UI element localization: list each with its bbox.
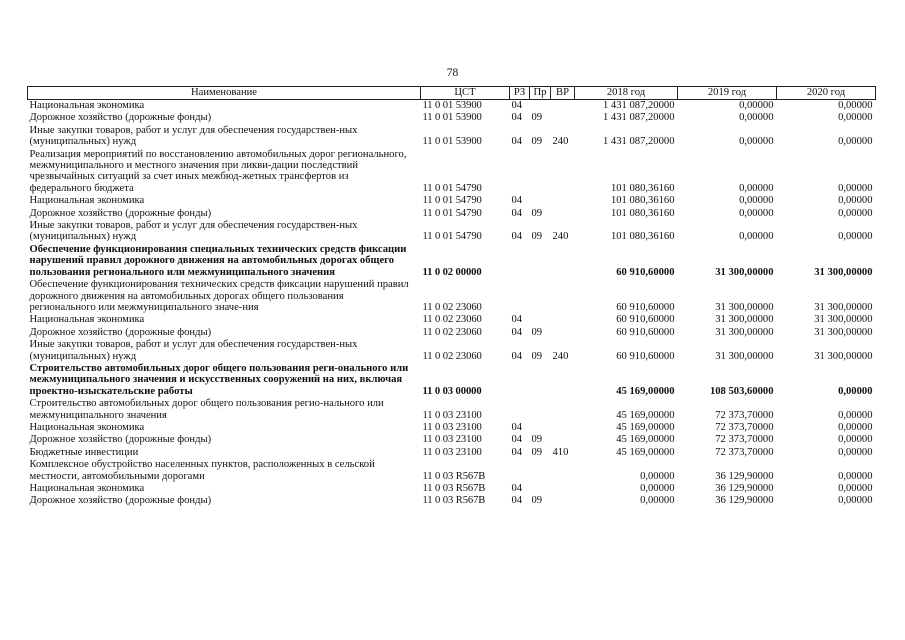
cell-2020: 0,00000 bbox=[838, 100, 873, 111]
cell-rz: 04 bbox=[511, 231, 523, 243]
cell-name: Национальная экономика bbox=[29, 100, 145, 111]
cell-cst: 11 0 03 23100 bbox=[422, 409, 482, 421]
table-row bbox=[28, 459, 876, 483]
cell-rz: 04 bbox=[511, 421, 523, 433]
cell-2018: 60 910,60000 bbox=[616, 301, 675, 313]
cell-rz: 04 bbox=[511, 112, 523, 124]
cell-name: Национальная экономика bbox=[29, 195, 145, 207]
table-body bbox=[28, 100, 876, 508]
cell-vr bbox=[551, 208, 575, 220]
table-row bbox=[28, 100, 876, 113]
cell-2018: 1 431 087,20000 bbox=[602, 100, 675, 111]
table-row bbox=[28, 495, 876, 507]
cell-2020: 0,00000 bbox=[838, 112, 873, 124]
cell-2019: 36 129,90000 bbox=[715, 483, 774, 494]
budget-table bbox=[27, 86, 876, 508]
cell-2020: 0,00000 bbox=[838, 136, 873, 148]
column-header-2020: 2020 год bbox=[777, 87, 876, 100]
cell-2018: 0,00000 bbox=[640, 495, 675, 507]
cell-cst: 11 0 01 54790 bbox=[422, 207, 482, 219]
cell-cst: 11 0 03 23100 bbox=[422, 434, 482, 446]
cell-2018: 0,00000 bbox=[640, 483, 675, 494]
cell-2020: 31 300,00000 bbox=[814, 266, 873, 278]
cell-rz bbox=[510, 149, 530, 196]
cell-2018: 45 169,00000 bbox=[616, 409, 675, 421]
cell-2018: 45 169,00000 bbox=[616, 446, 675, 458]
cell-cst: 11 0 03 23100 bbox=[422, 446, 482, 458]
cell-2019: 36 129,90000 bbox=[715, 495, 774, 507]
cell-cst: 11 0 02 23060 bbox=[422, 314, 482, 326]
cell-pr bbox=[530, 149, 551, 196]
cell-rz: 04 bbox=[511, 434, 523, 446]
cell-2018: 101 080,36160 bbox=[610, 231, 675, 243]
cell-2018: 1 431 087,20000 bbox=[602, 112, 675, 124]
cell-name: Иные закупки товаров, работ и услуг для обеспечения государствен-ных (муниципальных) нужд bbox=[29, 220, 358, 243]
cell-2019: 72 373,70000 bbox=[715, 421, 774, 433]
cell-cst: 11 0 02 23060 bbox=[422, 350, 482, 362]
cell-cst: 11 0 02 23060 bbox=[422, 326, 482, 338]
cell-pr bbox=[530, 195, 551, 207]
table-row bbox=[28, 220, 876, 244]
cell-rz bbox=[510, 459, 530, 483]
column-header-rz: РЗ bbox=[510, 87, 530, 100]
cell-rz: 04 bbox=[511, 100, 523, 111]
cell-cst: 11 0 01 54790 bbox=[422, 231, 482, 243]
cell-2020: 0,00000 bbox=[838, 195, 873, 207]
cell-pr: 09 bbox=[531, 434, 543, 446]
cell-vr bbox=[551, 149, 575, 196]
cell-cst: 11 0 03 23100 bbox=[422, 421, 482, 433]
cell-2020: 31 300,00000 bbox=[814, 301, 873, 313]
cell-2020: 0,00000 bbox=[838, 385, 873, 397]
cell-rz: 04 bbox=[511, 314, 523, 326]
cell-2019: 31 300,00000 bbox=[715, 326, 774, 338]
cell-pr bbox=[530, 279, 551, 314]
cell-cst: 11 0 03 R567B bbox=[422, 483, 486, 494]
column-header-pr: Пр bbox=[530, 87, 551, 100]
cell-2019: 0,00000 bbox=[739, 195, 774, 207]
cell-2019: 31 300,00000 bbox=[715, 301, 774, 313]
cell-2020: 0,00000 bbox=[838, 231, 873, 243]
cell-2018: 45 169,00000 bbox=[616, 434, 675, 446]
column-header-2019: 2019 год bbox=[678, 87, 777, 100]
table-row bbox=[28, 244, 876, 279]
cell-vr bbox=[551, 434, 575, 446]
cell-2020: 31 300,00000 bbox=[814, 350, 873, 362]
cell-name: Национальная экономика bbox=[29, 421, 145, 433]
cell-pr bbox=[530, 314, 551, 326]
cell-2018: 101 080,36160 bbox=[610, 182, 675, 194]
cell-2020: 31 300,00000 bbox=[814, 326, 873, 338]
cell-rz: 04 bbox=[511, 326, 523, 338]
table-row bbox=[28, 363, 876, 398]
cell-pr: 09 bbox=[531, 136, 543, 148]
cell-vr bbox=[551, 279, 575, 314]
cell-vr bbox=[551, 422, 575, 434]
cell-2020: 0,00000 bbox=[838, 483, 873, 494]
column-header-cst: ЦСТ bbox=[421, 87, 510, 100]
cell-2020: 0,00000 bbox=[838, 409, 873, 421]
table-row bbox=[28, 112, 876, 124]
cell-2019: 31 300,00000 bbox=[715, 266, 774, 278]
cell-pr: 09 bbox=[531, 446, 543, 458]
cell-vr bbox=[551, 314, 575, 326]
cell-2020: 0,00000 bbox=[838, 446, 873, 458]
cell-pr bbox=[530, 422, 551, 434]
cell-rz: 04 bbox=[511, 446, 523, 458]
cell-rz bbox=[510, 279, 530, 314]
cell-cst: 11 0 01 53900 bbox=[422, 136, 482, 148]
cell-name: Обеспечение функционирования специальных технических средств фиксации нарушений правил дорожного движения на автомобильных дорогах общего пользования регионального или межмуниципального значения bbox=[29, 243, 407, 278]
cell-rz: 04 bbox=[511, 495, 523, 507]
cell-vr bbox=[551, 363, 575, 398]
cell-name: Национальная экономика bbox=[29, 314, 145, 326]
cell-name: Реализация мероприятий по восстановлению автомобильных дорог регионального, межмуниципального и местного значения при ликви-дации последствий чрезвычайных ситуаций за счет иных межбюд-жетных трансфертов из федерального бюджета bbox=[29, 148, 407, 194]
table-row bbox=[28, 327, 876, 339]
cell-2018: 1 431 087,20000 bbox=[602, 136, 675, 148]
table-row bbox=[28, 398, 876, 422]
cell-rz: 04 bbox=[511, 483, 523, 494]
cell-2019: 0,00000 bbox=[739, 100, 774, 111]
cell-cst: 11 0 01 54790 bbox=[422, 195, 482, 207]
cell-2019: 0,00000 bbox=[739, 207, 774, 219]
cell-pr bbox=[530, 244, 551, 279]
cell-vr bbox=[551, 483, 575, 495]
cell-vr bbox=[551, 459, 575, 483]
cell-rz bbox=[510, 244, 530, 279]
cell-name: Строительство автомобильных дорог общего пользования регио-нального или межмуниципального значения bbox=[29, 398, 384, 421]
cell-cst: 11 0 03 00000 bbox=[422, 385, 482, 397]
cell-name: Национальная экономика bbox=[29, 483, 145, 494]
cell-2019: 108 503,60000 bbox=[709, 385, 774, 397]
cell-name: Дорожное хозяйство (дорожные фонды) bbox=[29, 112, 212, 124]
cell-name: Комплексное обустройство населенных пунктов, расположенных в сельской местности, автомобильными дорогами bbox=[29, 459, 375, 482]
cell-name: Иные закупки товаров, работ и услуг для обеспечения государствен-ных (муниципальных) нужд bbox=[29, 339, 358, 362]
table-row bbox=[28, 314, 876, 326]
cell-pr bbox=[530, 483, 551, 495]
cell-pr: 09 bbox=[531, 326, 543, 338]
cell-2018: 45 169,00000 bbox=[616, 421, 675, 433]
cell-vr: 240 bbox=[552, 136, 569, 148]
table-row bbox=[28, 483, 876, 495]
page-number: 78 bbox=[446, 67, 459, 79]
cell-name: Бюджетные инвестиции bbox=[29, 446, 139, 458]
cell-2020: 0,00000 bbox=[838, 495, 873, 507]
cell-rz: 04 bbox=[511, 207, 523, 219]
cell-rz: 04 bbox=[511, 195, 523, 207]
cell-pr bbox=[530, 363, 551, 398]
table-row bbox=[28, 125, 876, 149]
cell-2018: 0,00000 bbox=[640, 470, 675, 482]
cell-2018: 101 080,36160 bbox=[610, 195, 675, 207]
cell-vr bbox=[551, 495, 575, 507]
cell-rz bbox=[510, 363, 530, 398]
cell-rz bbox=[510, 398, 530, 422]
cell-vr: 410 bbox=[552, 446, 569, 458]
cell-pr: 09 bbox=[531, 207, 543, 219]
cell-2018: 101 080,36160 bbox=[610, 207, 675, 219]
cell-pr bbox=[530, 459, 551, 483]
column-header-name: Наименование bbox=[28, 87, 421, 100]
cell-pr: 09 bbox=[531, 350, 543, 362]
cell-2019: 72 373,70000 bbox=[715, 434, 774, 446]
cell-2018: 45 169,00000 bbox=[616, 385, 675, 397]
cell-vr bbox=[551, 195, 575, 207]
cell-pr: 09 bbox=[531, 495, 543, 507]
cell-vr bbox=[551, 112, 575, 124]
table-row bbox=[28, 279, 876, 314]
cell-name: Дорожное хозяйство (дорожные фонды) bbox=[29, 326, 212, 338]
cell-vr: 240 bbox=[552, 350, 569, 362]
cell-name: Обеспечение функционирования технических средств фиксации нарушений правил дорожного движения на автомобильных дорогах общего пользования регионального или межмуниципального значе-ния bbox=[29, 279, 409, 313]
cell-name: Иные закупки товаров, работ и услуг для обеспечения государствен-ных (муниципальных) нужд bbox=[29, 124, 358, 148]
table-row bbox=[28, 447, 876, 459]
cell-name: Дорожное хозяйство (дорожные фонды) bbox=[29, 434, 212, 446]
cell-2020: 0,00000 bbox=[838, 421, 873, 433]
cell-rz: 04 bbox=[511, 136, 523, 148]
cell-pr: 09 bbox=[531, 231, 543, 243]
cell-cst: 11 0 03 R567B bbox=[422, 470, 486, 482]
cell-2019: 0,00000 bbox=[739, 182, 774, 194]
cell-2019: 0,00000 bbox=[739, 231, 774, 243]
cell-cst: 11 0 01 54790 bbox=[422, 182, 482, 194]
cell-vr: 240 bbox=[552, 231, 569, 243]
cell-name: Дорожное хозяйство (дорожные фонды) bbox=[29, 495, 212, 507]
cell-pr bbox=[530, 398, 551, 422]
cell-vr bbox=[551, 327, 575, 339]
cell-cst: 11 0 01 53900 bbox=[422, 112, 482, 124]
table-row bbox=[28, 339, 876, 363]
cell-2019: 31 300,00000 bbox=[715, 350, 774, 362]
cell-2020: 0,00000 bbox=[838, 470, 873, 482]
cell-2018: 60 910,60000 bbox=[616, 314, 675, 326]
cell-2019: 36 129,90000 bbox=[715, 470, 774, 482]
cell-rz: 04 bbox=[511, 350, 523, 362]
cell-2020: 0,00000 bbox=[838, 182, 873, 194]
cell-vr bbox=[551, 100, 575, 113]
table-row bbox=[28, 195, 876, 207]
cell-2018: 60 910,60000 bbox=[616, 266, 675, 278]
cell-2018: 60 910,60000 bbox=[616, 326, 675, 338]
column-header-2018: 2018 год bbox=[575, 87, 678, 100]
cell-vr bbox=[551, 244, 575, 279]
cell-2019: 0,00000 bbox=[739, 112, 774, 124]
cell-cst: 11 0 03 R567B bbox=[422, 495, 486, 507]
cell-2019: 0,00000 bbox=[739, 136, 774, 148]
cell-2019: 31 300,00000 bbox=[715, 314, 774, 326]
cell-cst: 11 0 02 00000 bbox=[422, 266, 482, 278]
cell-pr bbox=[530, 100, 551, 113]
cell-2020: 31 300,00000 bbox=[814, 314, 873, 326]
cell-2020: 0,00000 bbox=[838, 207, 873, 219]
table-row bbox=[28, 149, 876, 196]
cell-2018: 60 910,60000 bbox=[616, 350, 675, 362]
cell-name: Дорожное хозяйство (дорожные фонды) bbox=[29, 207, 212, 219]
table-row bbox=[28, 434, 876, 446]
cell-pr: 09 bbox=[531, 112, 543, 124]
cell-2020: 0,00000 bbox=[838, 434, 873, 446]
table-row bbox=[28, 208, 876, 220]
cell-2019: 72 373,70000 bbox=[715, 446, 774, 458]
cell-2019: 72 373,70000 bbox=[715, 409, 774, 421]
cell-cst: 11 0 01 53900 bbox=[422, 100, 482, 111]
cell-name: Строительство автомобильных дорог общего пользования реги-онального или межмуниципального значения и искусственных сооружений на них, включая проектно-изыскательские работы bbox=[29, 362, 409, 397]
table-header-row bbox=[28, 87, 876, 100]
table-row bbox=[28, 422, 876, 434]
column-header-vr: ВР bbox=[551, 87, 575, 100]
cell-cst: 11 0 02 23060 bbox=[422, 301, 482, 313]
cell-vr bbox=[551, 398, 575, 422]
